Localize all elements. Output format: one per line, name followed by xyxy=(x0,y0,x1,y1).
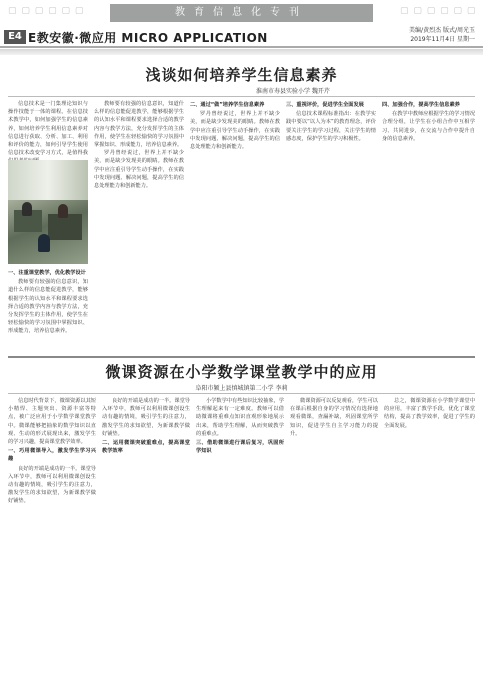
article1-col1 xyxy=(8,100,88,158)
article2-subheading: 二、运用微课突破重难点，提高课堂教学效率 xyxy=(102,440,190,455)
article2-paragraph: 微课资源可以反复观看，学生可以在课后根据自身的学习情况有选择地观看微课，查漏补缺，巩固课堂所学知识，促进学生自主学习能力的提升。 xyxy=(290,398,378,437)
article1-paragraph: 罗丹曾经说过，世界上并不缺少美，而是缺少发现美的眼睛。教师在教学中应注重引导学生动手操作，在实践中发现问题、解决问题，提高学生的信息处理能力和创新能力。 xyxy=(190,111,280,151)
article2-subheading: 一、巧用微课导入，激发学生学习兴趣 xyxy=(8,448,96,463)
article2-col4 xyxy=(290,397,378,681)
article1-col5 xyxy=(382,100,475,352)
article2-paragraph: 信息时代背景下，微课资源以其短小精悍、主题突出、资源丰富等特点，被广泛应用于小学数学课堂教学中。微课能够把抽象的数学知识以直观、生动的形式展现出来，激发学生的学习兴趣，提高课堂教学效率。 xyxy=(8,398,96,446)
column-title: 教育信息化专刊 xyxy=(110,4,373,22)
article2-col1 xyxy=(8,397,96,681)
article1-subheading: 二、通过“做”培养学生信息素养 xyxy=(190,102,265,108)
article1-paragraph: 信息技术课程标准指出：在教学实践中要以“以人为本”的教育理念，评价要关注学生的学习过程，关注学生的情感态度，保护学生的学习积极性。 xyxy=(286,111,376,142)
article1-paragraph: 教师要有较强的信息意识，知道什么样的信息能促进教学，能够根据学生的认知水平和课程要求选择合适的教学内容与教学方法，充分发挥学生的主体作用，使学生在轻松愉快的学习氛围中掌握知识、形成能力，培养信息素养。 xyxy=(8,279,88,335)
article1-paragraph: 信息技术是一门集理论知识与操作技能于一体的课程。在信息技术教学中，如何加强学生的信息素养，如何培养学生利用信息素养对信息进行获取、分析、加工、利用和评价的能力，如何引导学生使用信息技术改变学习方式，是值得我 xyxy=(8,101,88,157)
header-decoration-right: ▢ ▢ ▢ ▢ ▢ ▢ xyxy=(400,6,477,16)
article1-col2 xyxy=(94,100,184,352)
article1-rule xyxy=(8,96,475,97)
article1-col3 xyxy=(190,100,280,352)
article-divider xyxy=(8,356,475,358)
article2-paragraph: 良好的开端是成功的一半。课堂导入环节中，教师可以利用微课创设生动有趣的情境，吸引学生的注意力，激发学生的求知欲望，为新课教学做好铺垫。 xyxy=(8,465,96,505)
article2-byline: 阜阳市颍上县慎城镇第二小学 李莉 xyxy=(195,385,288,392)
article1-title: 浅谈如何培养学生信息素养 xyxy=(145,66,338,84)
header-info xyxy=(409,26,475,44)
article2-rule xyxy=(8,393,475,394)
article2-col3 xyxy=(196,397,284,681)
issue-date: 2019年11月4日 星期一 xyxy=(410,36,475,43)
article1-paragraph: 罗丹曾经说过，世界上并不缺少美，而是缺少发现美的眼睛。教师在教学中应注重引导学生动手操作，在实践中发现问题、解决问题，提高学生的信息处理能力和创新能力。 xyxy=(94,150,184,190)
page-number: E4 xyxy=(4,30,26,44)
article1-byline: 淮南市寿县实验小学 魏开芹 xyxy=(256,88,330,95)
article1-paragraph: 在教学中教师应根据学生的学习情况合理分组，让学生在小组合作中互相学习、共同进步，在交流与合作中提升自身的信息素养。 xyxy=(382,111,476,142)
article1-subheading: 四、加强合作，提高学生信息素养 xyxy=(382,102,460,108)
article2-col5 xyxy=(384,397,475,681)
article2-col2 xyxy=(102,397,190,681)
article1-subheading: 三、重视评价，促进学生全面发展 xyxy=(286,102,364,108)
header-decoration-left: ▢ ▢ ▢ ▢ ▢ ▢ xyxy=(8,6,85,16)
section-title: E教安徽·微应用 MICRO APPLICATION xyxy=(28,31,268,45)
article2-title: 微课资源在小学数学课堂教学中的应用 xyxy=(105,363,378,381)
article1-paragraph: 教师要有较强的信息意识，知道什么样的信息能促进教学，能够根据学生的认知水平和课程要求选择合适的教学内容与教学方法，充分发挥学生的主体作用，使学生在轻松愉快的学习氛围中掌握知识、形成能力，培养信息素养。 xyxy=(94,101,184,149)
article2-paragraph: 小学数学中有些知识比较抽象，学生理解起来有一定难度。教师可以借助微课将重难点知识直观形象地展示出来，帮助学生理解，从而突破教学的重难点。 xyxy=(196,398,284,437)
article1-col1b xyxy=(8,268,88,352)
article2-subheading: 三、借助微课进行课后复习，巩固所学知识 xyxy=(196,440,284,455)
classroom-photo xyxy=(8,160,88,264)
article2-paragraph: 良好的开端是成功的一半。课堂导入环节中，教师可以利用微课创设生动有趣的情境，吸引学生的注意力，激发学生的求知欲望，为新课教学做好铺垫。 xyxy=(102,398,190,437)
article1-col4 xyxy=(286,100,376,352)
article2-paragraph: 总之，微课资源在小学数学课堂中的应用，丰富了教学手段，优化了课堂结构，提高了教学效率，促进了学生的全面发展。 xyxy=(384,398,475,429)
editors: 美编/黄烈杰 版式/周光玉 xyxy=(409,27,475,34)
article1-subheading: 一、注重课堂教学，优化教学设计 xyxy=(8,270,86,276)
header-strip xyxy=(0,49,483,55)
